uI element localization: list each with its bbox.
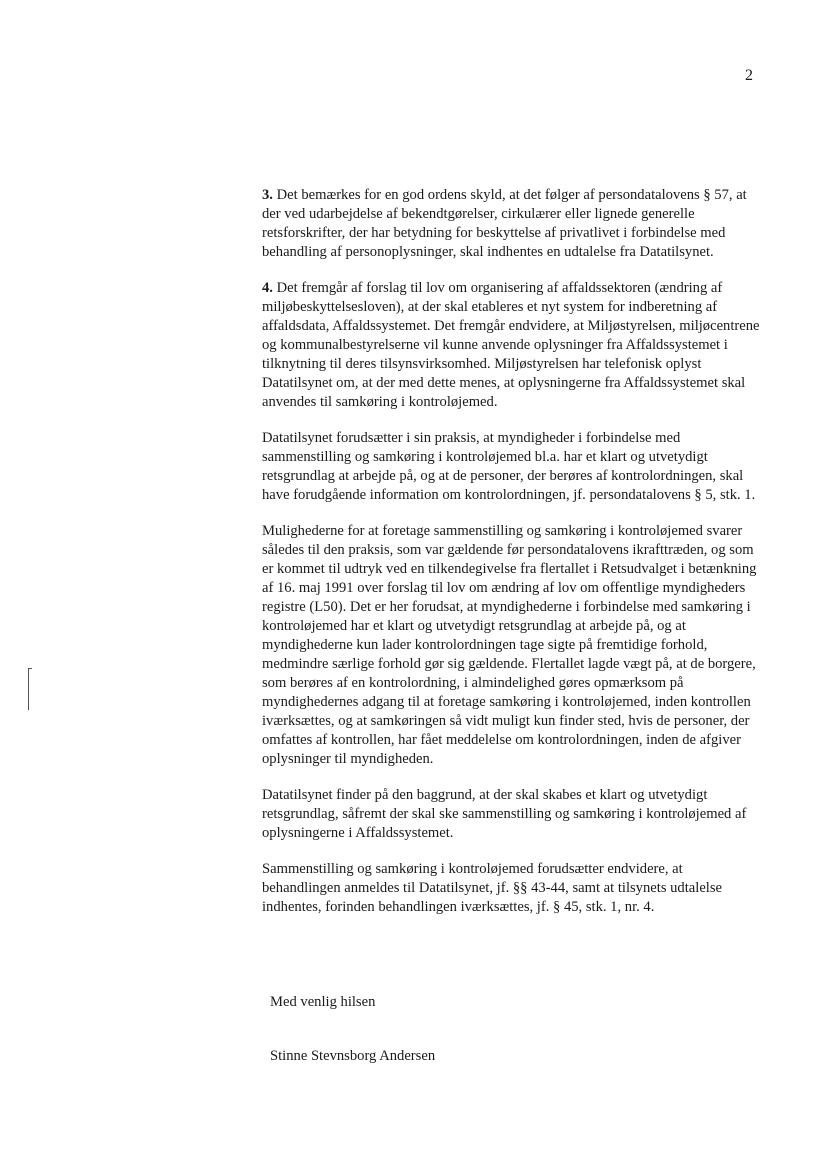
letter-body: [262, 186, 762, 934]
paragraph-text: Mulighederne for at foretage sammenstilling og samkøring i kontroløjemed svarer således til den praksis, som var gældende før persondatalovens ikrafttræden, og som er kommet til udtryk ved en tilkendegivelse fra flertallet i Retsudvalget i betænkning af 16. maj 1991 over forslag til lov om ændring af lov om offentlige myndigheders registre (L50). Det er her forudsat, at myndighederne i forbindelse med samkøring i kontroløjemed har et klart og utvetydigt retsgrundlag at arbejde på, og at myndighederne kun lader kontrolordningen tage sigte på fremtidige forhold, medmindre særlige forhold gør sig gældende. Flertallet lagde vægt på, at de borgere, som berøres af en kontrolordning, i almindelighed gøres opmærksom på myndighedernes adgang til at foretage samkøring i kontroløjemed, inden kontrollen iværksættes, og at samkøringen så vidt muligt kun finder sted, hvis de personer, der omfattes af kontrollen, har fået meddelelse om kontrolordningen, inden de afgiver oplysninger til myndigheden.: [262, 523, 757, 767]
margin-mark: [28, 668, 31, 710]
paragraph-number: 3.: [262, 187, 273, 203]
paragraph-3: [262, 186, 762, 262]
paragraph-4: [262, 279, 762, 412]
closing-greeting: Med venlig hilsen: [270, 994, 376, 1010]
paragraph-conclusion: [262, 786, 762, 843]
signature-name: Stinne Stevnsborg Andersen: [270, 1048, 436, 1064]
paragraph-notification: [262, 860, 762, 917]
paragraph-text: Sammenstilling og samkøring i kontroløjemed forudsætter endvidere, at behandlingen anmeldes til Datatilsynet, jf. §§ 43-44, samt at tilsynets udtalelse indhentes, forinden behandlingen iværksættes, jf. § 45, stk. 1, nr. 4.: [262, 861, 723, 915]
paragraph-number: 4.: [262, 280, 273, 296]
paragraph-possibilities: [262, 522, 762, 769]
paragraph-practice: [262, 429, 762, 505]
page-number: 2: [745, 67, 753, 84]
paragraph-text: Det fremgår af forslag til lov om organisering af affaldssektoren (ændring af miljøbeskyttelsesloven), at der skal etableres et nyt system for indberetning af affaldsdata, Affaldssystemet. Det fremgår endvidere, at Miljøstyrelsen, miljøcentrene og kommunalbestyrelserne vil kunne anvende oplysninger fra Affaldssystemet i tilknytning til deres tilsynsvirksomhed. Miljøstyrelsen har telefonisk oplyst Datatilsynet om, at der med dette menes, at oplysningerne fra Affaldssystemet skal anvendes til samkøring i kontroløjemed.: [262, 280, 760, 410]
paragraph-text: Det bemærkes for en god ordens skyld, at det følger af persondatalovens § 57, at der ved udarbejdelse af bekendtgørelser, cirkulærer eller lignede generelle retsforskrifter, der har betydning for beskyttelse af privatlivet i forbindelse med behandling af personoplysninger, skal indhentes en udtalelse fra Datatilsynet.: [262, 187, 747, 260]
paragraph-text: Datatilsynet finder på den baggrund, at der skal skabes et klart og utvetydigt retsgrundlag, såfremt der skal ske sammenstilling og samkøring i kontroløjemed af oplysningerne i Affaldssystemet.: [262, 787, 747, 841]
paragraph-text: Datatilsynet forudsætter i sin praksis, at myndigheder i forbindelse med sammenstilling og samkøring i kontroløjemed bl.a. har et klart og utvetydigt retsgrundlag at arbejde på, og at de personer, der berøres af kontrolordningen, skal have forudgående information om kontrolordningen, jf. persondatalovens § 5, stk. 1.: [262, 430, 756, 503]
